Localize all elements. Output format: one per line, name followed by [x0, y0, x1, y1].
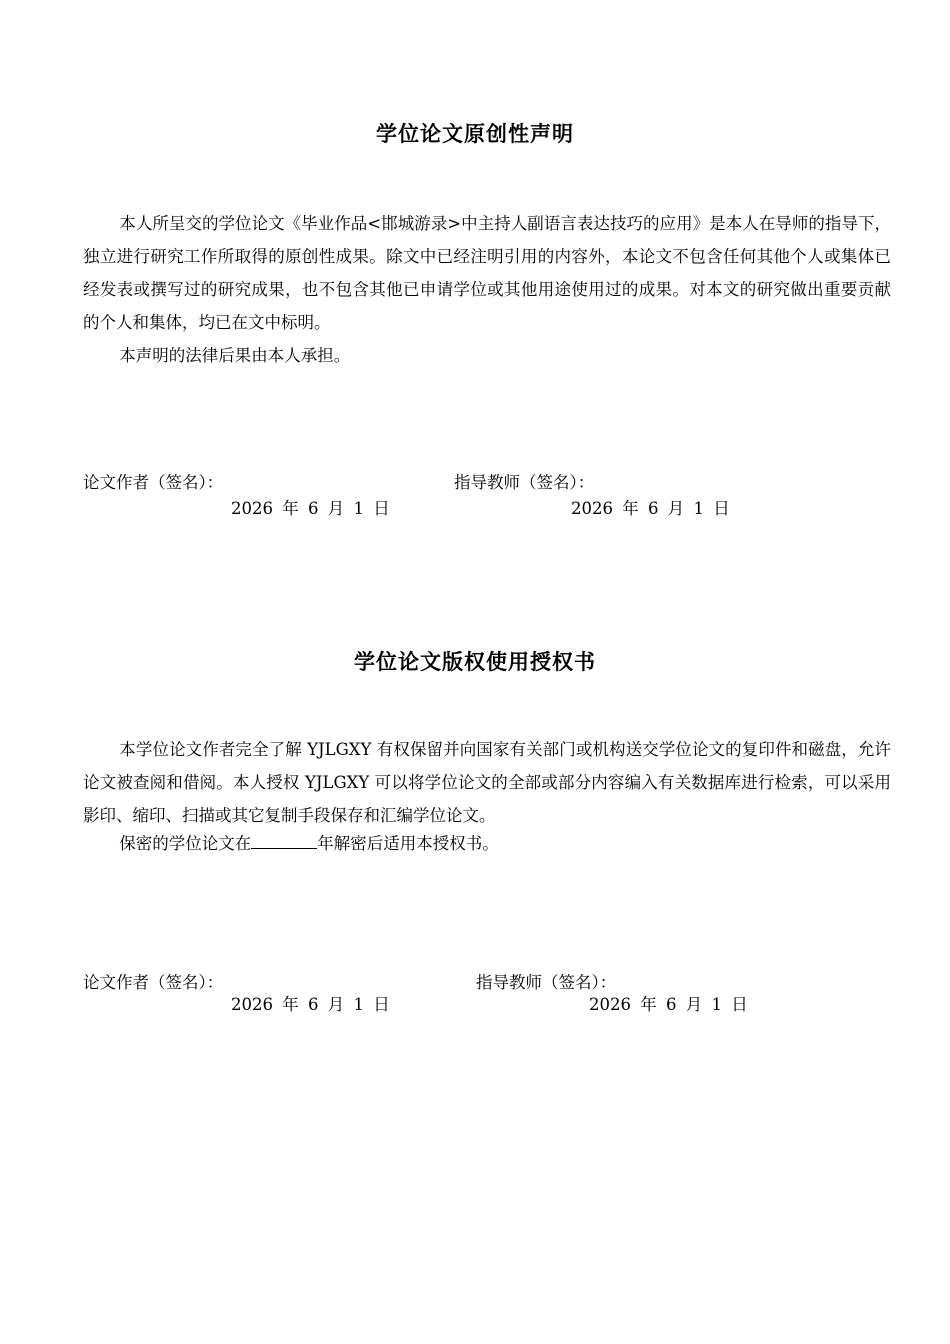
declaration-title: 学位论文原创性声明: [376, 122, 574, 146]
authorization-author-signature-label: 论文作者（签名）：: [83, 973, 224, 992]
authorization-paragraph-2: [83, 827, 891, 860]
authorization-advisor-signature-label: 指导教师（签名）：: [476, 973, 617, 992]
confidential-years-blank: [251, 834, 317, 849]
declaration-paragraph-1: 本人所呈交的学位论文《毕业作品<邯城游录>中主持人副语言表达技巧的应用》是本人在导师的指导下，独立进行研究工作所取得的原创性成果。除文中已经注明引用的内容外，本论文不包含任何其他个人或集体已经发表或撰写过的研究成果，也不包含其他已申请学位或其他用途使用过的成果。对本文的研究做出重要贡献的个人和集体，均已在文中标明。: [83, 214, 891, 332]
authorization-paragraph-2-before: 保密的学位论文在: [119, 834, 252, 853]
declaration-author-signature-label: 论文作者（签名）：: [83, 473, 224, 492]
declaration-author-date: 2026 年 6 月 1 日: [231, 499, 390, 518]
authorization-paragraph-1: 本学位论文作者完全了解 YJLGXY 有权保留并向国家有关部门或机构送交学位论文的复印件和磁盘，允许论文被查阅和借阅。本人授权 YJLGXY 可以将学位论文的全部或部分内容编入有关数据库进行检索，可以采用影印、缩印、扫描或其它复制手段保存和汇编学位论文。: [83, 740, 891, 825]
declaration-advisor-date: 2026 年 6 月 1 日: [571, 499, 730, 518]
declaration-paragraph-2: 本声明的法律后果由本人承担。: [119, 346, 351, 365]
authorization-author-date: 2026 年 6 月 1 日: [231, 995, 390, 1014]
authorization-advisor-date: 2026 年 6 月 1 日: [589, 995, 748, 1014]
declaration-advisor-signature-label: 指导教师（签名）：: [454, 473, 595, 492]
authorization-title: 学位论文版权使用授权书: [354, 650, 596, 674]
authorization-paragraph-2-after: 年解密后适用本授权书。: [317, 834, 499, 853]
